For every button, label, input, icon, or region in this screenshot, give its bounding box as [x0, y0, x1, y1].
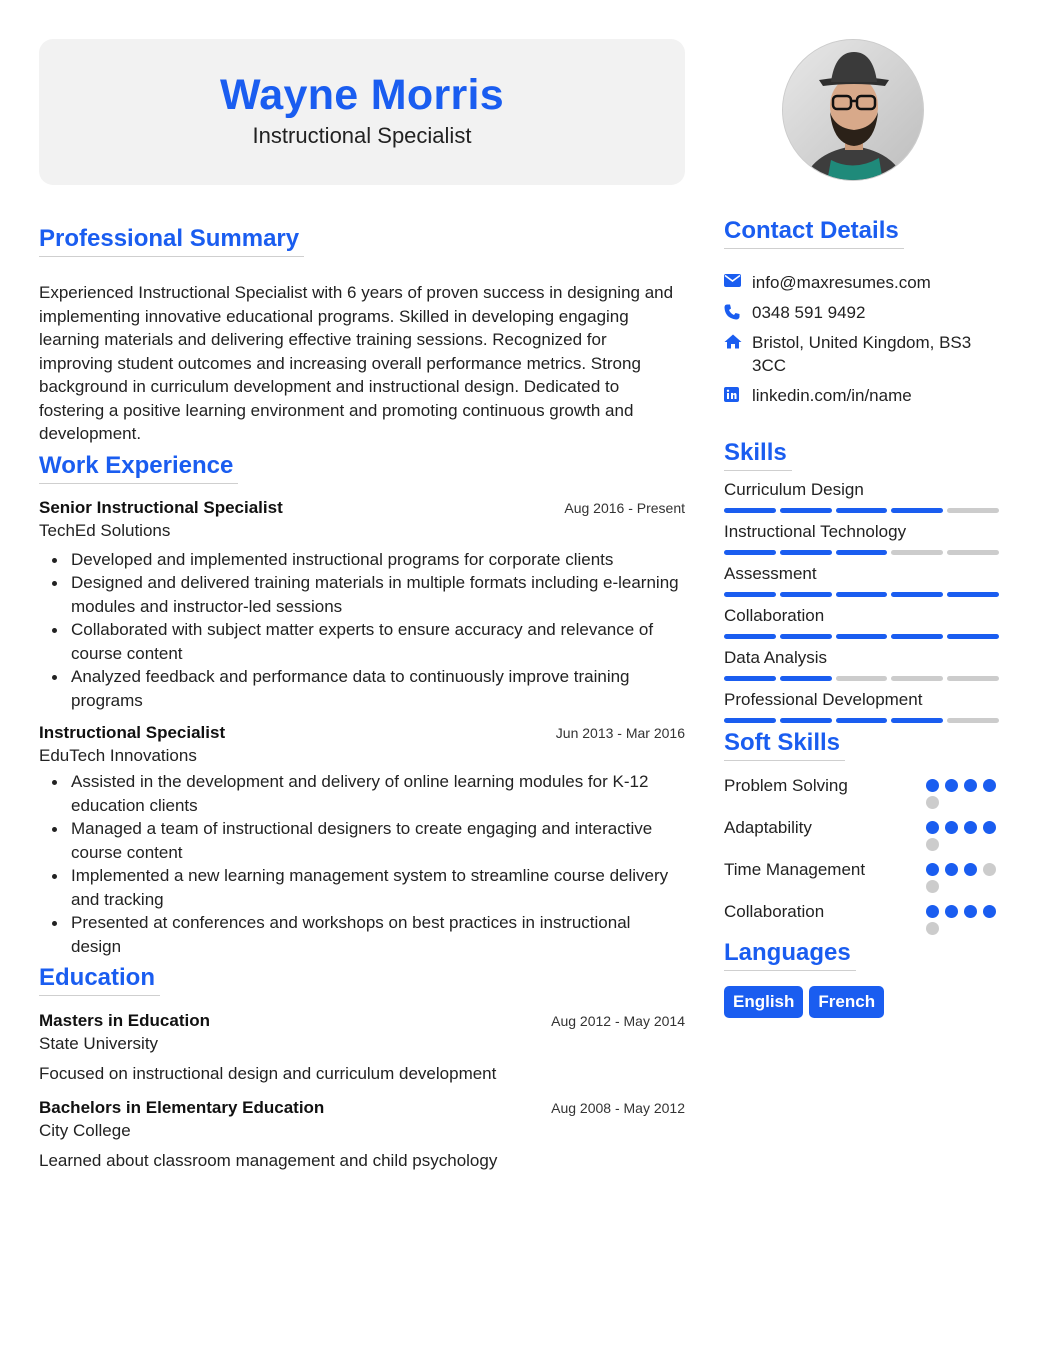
skill-rating-bars: [724, 676, 999, 681]
contact-address: [724, 331, 1002, 377]
rating-bar-segment: [780, 718, 832, 723]
job-date: Jun 2013 - Mar 2016: [555, 725, 685, 741]
degree-title: Masters in Education: [39, 1011, 210, 1030]
degree-title: Bachelors in Elementary Education: [39, 1098, 325, 1117]
job-title: Instructional Specialist: [39, 723, 226, 742]
contact-email[interactable]: [724, 271, 1002, 294]
soft-skill-name: Collaboration: [724, 902, 825, 921]
soft-skills-heading: Soft Skills: [724, 729, 845, 761]
rating-bar-segment: [891, 676, 943, 681]
rating-dot: [926, 880, 939, 893]
rating-bar-segment: [947, 508, 999, 513]
education-description: Focused on instructional design and curriculum development: [39, 1064, 497, 1083]
rating-bar-segment: [891, 508, 943, 513]
experience-section: [39, 452, 685, 959]
education-entry: [39, 1011, 685, 1084]
soft-skill-item: [724, 817, 1002, 851]
skill-item: [724, 480, 1002, 513]
rating-dot: [983, 863, 996, 876]
rating-dot: [983, 821, 996, 834]
skill-name: Professional Development: [724, 690, 923, 709]
summary-text: Experienced Instructional Specialist with 6 years of proven success in designing and implementing innovative educational programs. Skilled in developing engaging learning materials and delivering effective training sessions. Recognized for improving student outcomes and increasing overall performance metrics. Strong background in curriculum development and instructional design. Dedicated to fostering a positive learning environment and promoting continuous growth and development.: [39, 283, 674, 443]
skills-heading: Skills: [724, 439, 792, 471]
rating-dot: [945, 821, 958, 834]
job-title: Senior Instructional Specialist: [39, 497, 283, 517]
rating-dot: [964, 863, 977, 876]
rating-dot: [964, 821, 977, 834]
job-bullets: [39, 548, 685, 713]
education-date: Aug 2012 - May 2014: [551, 1013, 685, 1029]
summary-section: [39, 225, 685, 446]
envelope-icon: [724, 271, 752, 287]
job-date: Aug 2016 - Present: [564, 499, 685, 516]
skill-rating-bars: [724, 718, 999, 723]
rating-bar-segment: [891, 634, 943, 639]
rating-dot: [945, 905, 958, 918]
contact-section: [724, 217, 1002, 407]
education-description: Learned about classroom management and child psychology: [39, 1151, 498, 1170]
skills-section: [724, 439, 1002, 723]
rating-bar-segment: [947, 634, 999, 639]
rating-bar-segment: [947, 676, 999, 681]
contact-phone[interactable]: [724, 301, 1002, 324]
rating-bar-segment: [780, 634, 832, 639]
job-bullets: [39, 770, 685, 958]
rating-dot: [964, 905, 977, 918]
rating-bar-segment: [780, 508, 832, 513]
rating-dot: [945, 779, 958, 792]
right-column: [724, 39, 1002, 1018]
rating-bar-segment: [724, 676, 776, 681]
rating-bar-segment: [836, 550, 888, 555]
rating-dot: [945, 863, 958, 876]
rating-bar-segment: [836, 718, 888, 723]
contact-address-text: Bristol, United Kingdom, BS3 3CC: [752, 333, 972, 375]
bullet-item: Assisted in the development and delivery of online learning modules for K-12 education clients: [71, 770, 685, 817]
experience-heading: Work Experience: [39, 452, 238, 484]
school-name: City College: [39, 1121, 131, 1140]
skill-item: [724, 606, 1002, 639]
contact-heading: Contact Details: [724, 217, 904, 249]
bullet-item: Implemented a new learning management system to streamline course delivery and tracking: [71, 864, 685, 911]
avatar-illustration: [783, 40, 924, 181]
left-column: [39, 39, 685, 1171]
rating-dot: [964, 779, 977, 792]
rating-bar-segment: [891, 718, 943, 723]
bullet-item: Presented at conferences and workshops on best practices in instructional design: [71, 911, 685, 958]
rating-bar-segment: [724, 508, 776, 513]
contact-email-text: info@maxresumes.com: [752, 273, 931, 292]
skill-name: Collaboration: [724, 606, 825, 625]
header-box: [39, 39, 685, 185]
skills-list: [724, 480, 1002, 723]
skill-item: [724, 648, 1002, 681]
rating-dot: [983, 905, 996, 918]
contact-linkedin[interactable]: [724, 384, 1002, 407]
bullet-item: Developed and implemented instructional programs for corporate clients: [71, 548, 685, 572]
soft-skill-item: [724, 775, 1002, 809]
rating-bar-segment: [724, 550, 776, 555]
bullet-item: Collaborated with subject matter experts to ensure accuracy and relevance of course content: [71, 618, 685, 665]
skill-name: Data Analysis: [724, 648, 827, 667]
soft-skill-rating-dots: [926, 901, 1002, 935]
rating-bar-segment: [947, 718, 999, 723]
soft-skill-item: [724, 859, 1002, 893]
bullet-item: Analyzed feedback and performance data to continuously improve training programs: [71, 665, 685, 712]
rating-bar-segment: [836, 592, 888, 597]
rating-bar-segment: [891, 592, 943, 597]
rating-bar-segment: [947, 592, 999, 597]
soft-skill-name: Time Management: [724, 860, 866, 879]
rating-dot: [926, 863, 939, 876]
soft-skill-item: [724, 901, 1002, 935]
languages-heading: Languages: [724, 939, 856, 971]
rating-bar-segment: [724, 634, 776, 639]
skill-rating-bars: [724, 634, 999, 639]
skill-name: Curriculum Design: [724, 480, 864, 499]
soft-skill-name: Adaptability: [724, 818, 812, 837]
linkedin-icon: [724, 384, 752, 402]
soft-skill-name: Problem Solving: [724, 776, 848, 795]
profile-photo: [782, 39, 924, 181]
languages-list: [724, 986, 1002, 1018]
soft-skill-rating-dots: [926, 859, 1002, 893]
rating-dot: [926, 821, 939, 834]
rating-dot: [926, 905, 939, 918]
skill-name: Instructional Technology: [724, 522, 907, 541]
home-icon: [724, 331, 752, 349]
job-entry: [39, 723, 685, 958]
education-entry: [39, 1098, 685, 1171]
soft-skill-rating-dots: [926, 817, 1002, 851]
rating-bar-segment: [780, 550, 832, 555]
skill-rating-bars: [724, 592, 999, 597]
rating-dot: [983, 779, 996, 792]
language-tag: French: [809, 986, 884, 1018]
phone-icon: [724, 301, 752, 320]
soft-skills-list: [724, 775, 1002, 935]
candidate-name: Wayne Morris: [220, 71, 504, 119]
school-name: State University: [39, 1034, 159, 1053]
rating-bar-segment: [780, 676, 832, 681]
bullet-item: Designed and delivered training materials in multiple formats including e-learning modules and instructor-led sessions: [71, 571, 685, 618]
skill-name: Assessment: [724, 564, 817, 583]
rating-dot: [926, 796, 939, 809]
rating-dot: [926, 838, 939, 851]
rating-bar-segment: [724, 592, 776, 597]
language-tag: English: [724, 986, 803, 1018]
education-heading: Education: [39, 964, 160, 996]
job-company: TechEd Solutions: [39, 520, 171, 540]
candidate-title: Instructional Specialist: [252, 123, 472, 148]
rating-bar-segment: [836, 676, 888, 681]
rating-dot: [926, 922, 939, 935]
rating-dot: [926, 779, 939, 792]
rating-bar-segment: [836, 508, 888, 513]
rating-bar-segment: [780, 592, 832, 597]
skill-rating-bars: [724, 550, 999, 555]
summary-heading: Professional Summary: [39, 225, 304, 257]
skill-rating-bars: [724, 508, 999, 513]
education-section: [39, 964, 685, 1171]
education-date: Aug 2008 - May 2012: [551, 1100, 685, 1116]
contact-linkedin-text: linkedin.com/in/name: [752, 386, 912, 405]
soft-skill-rating-dots: [926, 775, 1002, 809]
job-company: EduTech Innovations: [39, 746, 197, 765]
job-entry: [39, 498, 685, 713]
rating-bar-segment: [947, 550, 999, 555]
rating-bar-segment: [724, 718, 776, 723]
skill-item: [724, 690, 1002, 723]
skill-item: [724, 522, 1002, 555]
contact-phone-text: 0348 591 9492: [752, 303, 866, 322]
bullet-item: Managed a team of instructional designers to create engaging and interactive course content: [71, 817, 685, 864]
contact-list: [724, 271, 1002, 407]
rating-bar-segment: [836, 634, 888, 639]
rating-bar-segment: [891, 550, 943, 555]
soft-skills-section: [724, 729, 1002, 935]
skill-item: [724, 564, 1002, 597]
languages-section: [724, 939, 1002, 1018]
